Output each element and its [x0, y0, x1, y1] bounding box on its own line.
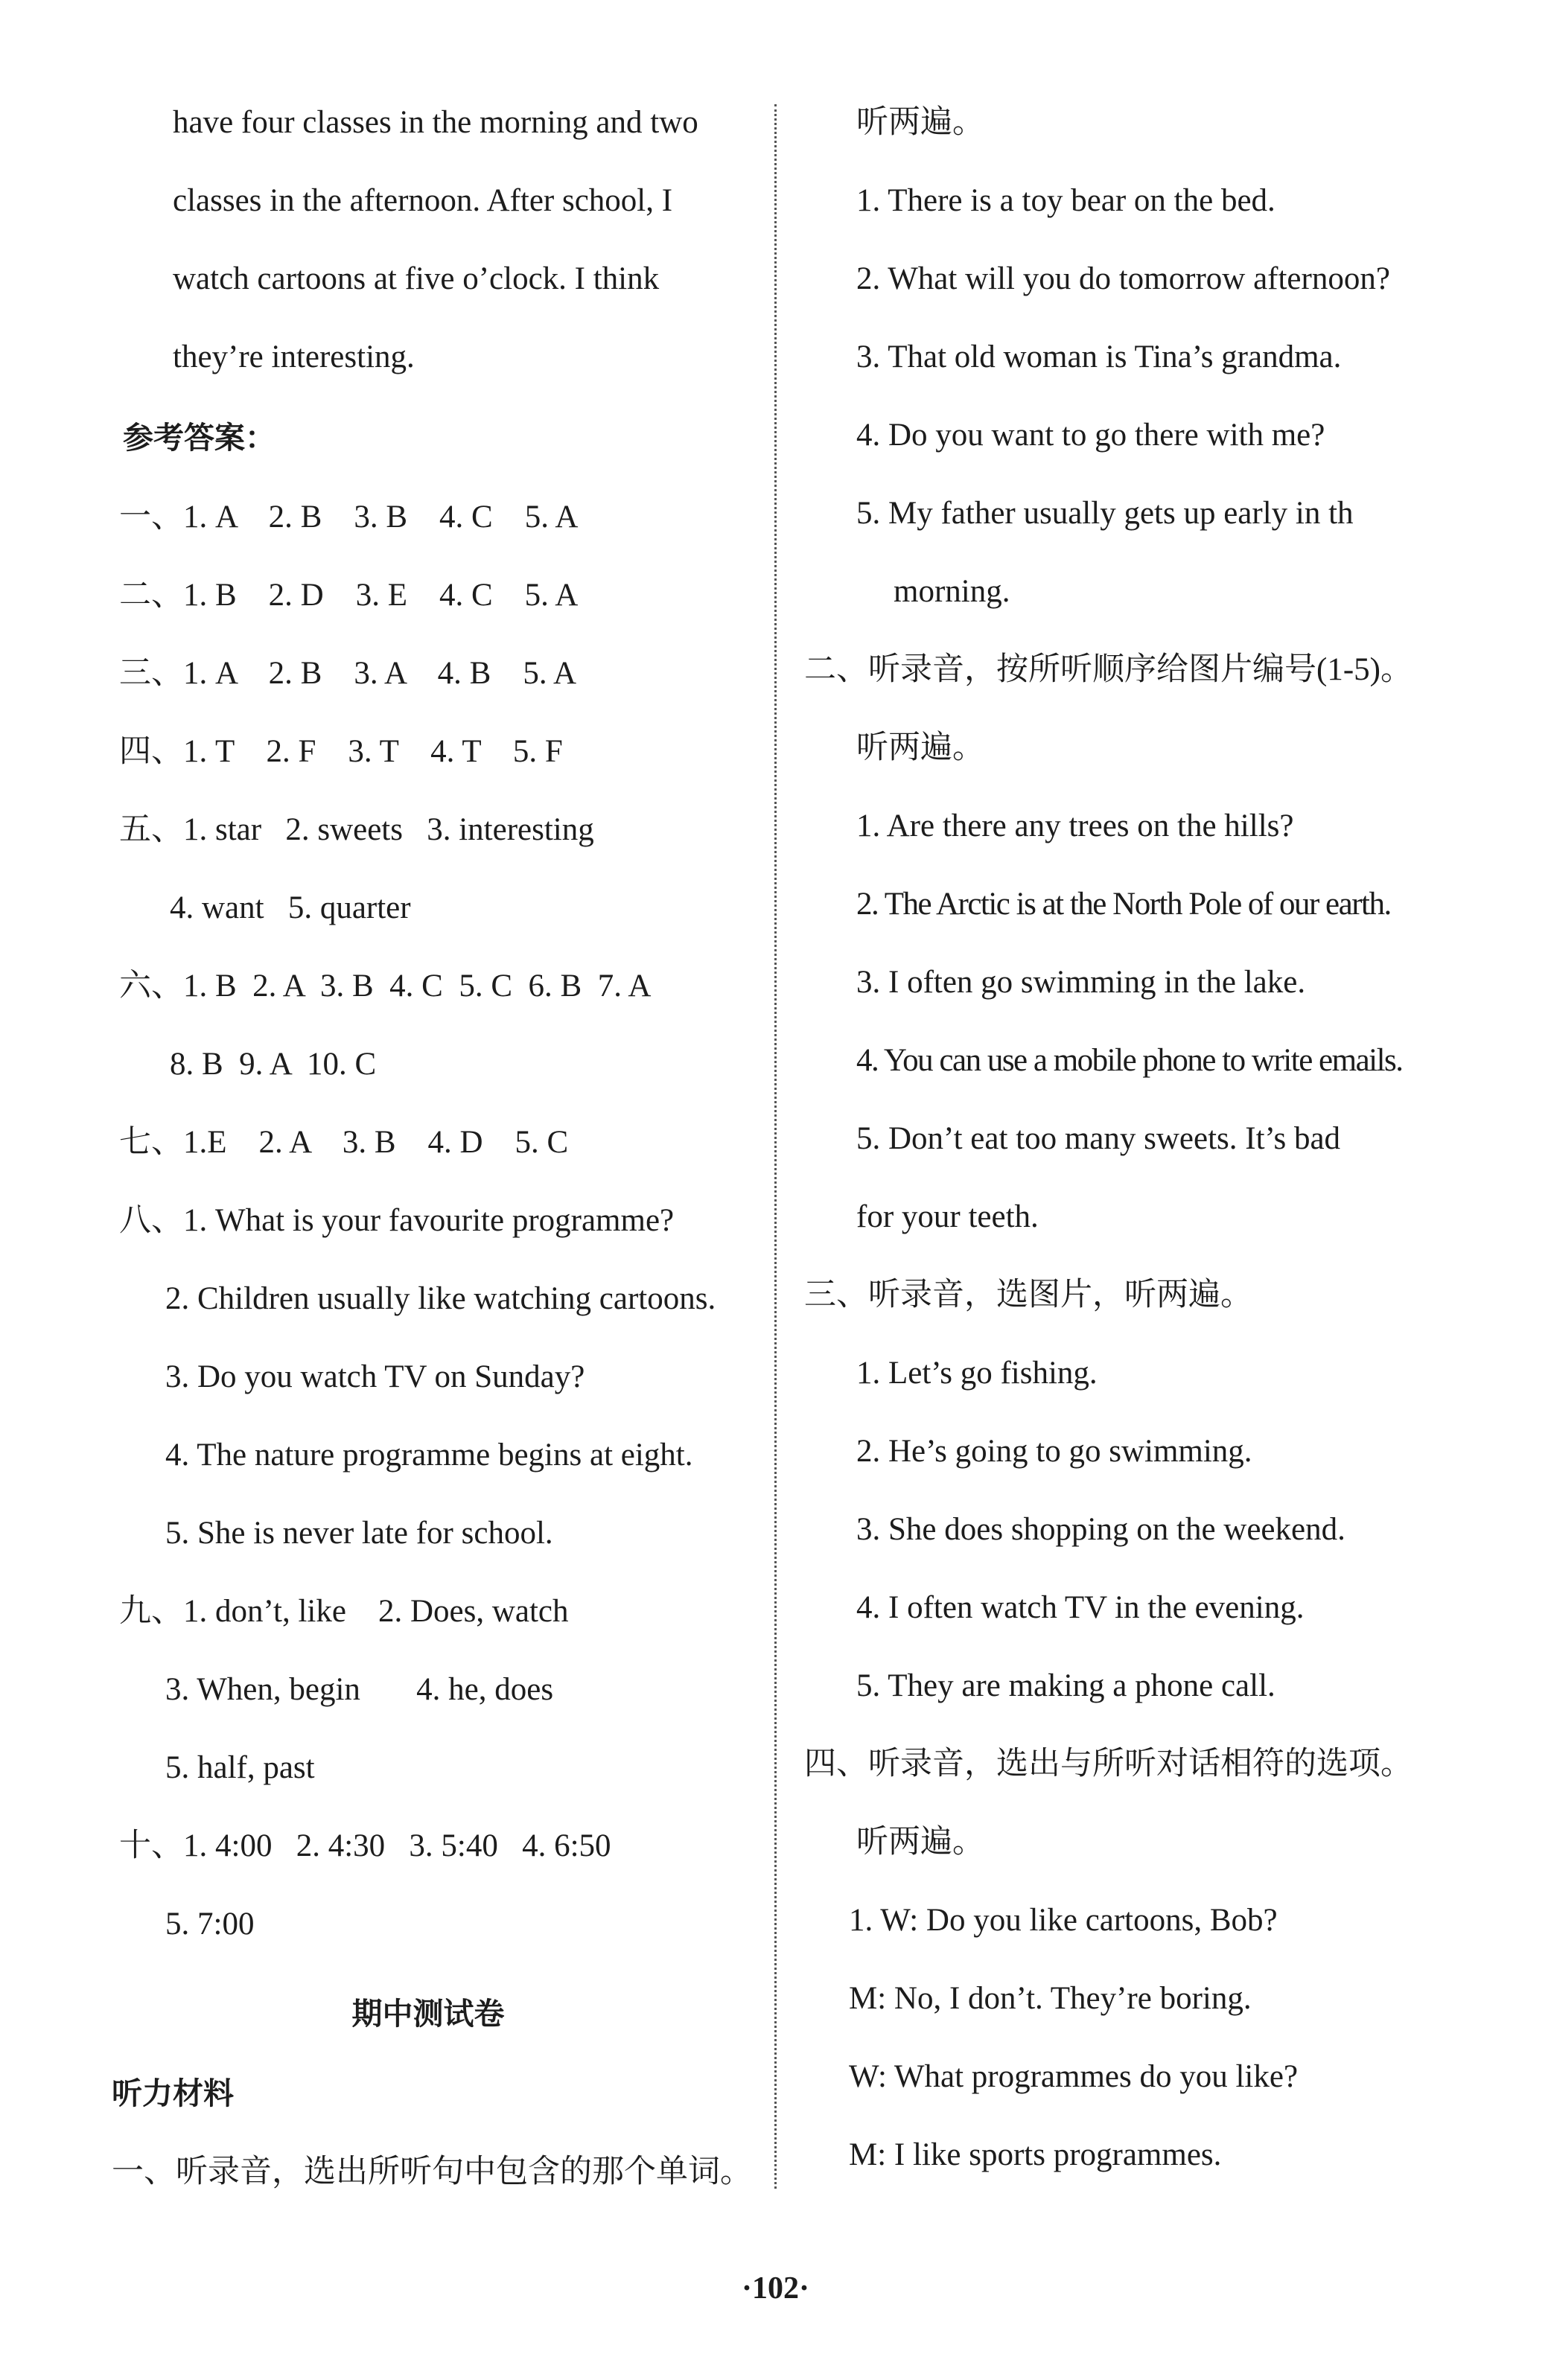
listening-title: 听力材料	[112, 2076, 234, 2111]
right-line-16: 三、听录音，选图片，听两遍。	[804, 1277, 1252, 1312]
right-line-10: 1. Are there any trees on the hills?	[856, 808, 1294, 843]
right-line-22: 四、听录音，选出与所听对话相符的选项。	[804, 1746, 1413, 1781]
answer-line-17: 5. half, past	[165, 1750, 315, 1785]
answer-line-9: 七、1.E 2. A 3. B 4. D 5. C	[119, 1125, 569, 1160]
right-line-12: 3. I often go swimming in the lake.	[856, 965, 1306, 1000]
answer-line-3: 三、1. A 2. B 3. A 4. B 5. A	[119, 656, 577, 691]
exam-title: 期中测试卷	[351, 1996, 505, 2032]
answer-line-6: 4. want 5. quarter	[170, 890, 411, 925]
answer-line-13: 4. The nature programme begins at eight.	[165, 1438, 693, 1473]
right-line-27: M: I like sports programmes.	[849, 2137, 1222, 2172]
answer-line-16: 3. When, begin 4. he, does	[165, 1672, 554, 1707]
answer-line-8: 8. B 9. A 10. C	[170, 1047, 377, 1082]
right-line-20: 4. I often watch TV in the evening.	[856, 1590, 1305, 1625]
right-line-15: for your teeth.	[856, 1199, 1039, 1234]
answer-line-11: 2. Children usually like watching cartoons.	[165, 1281, 716, 1316]
answer-line-5: 五、1. star 2. sweets 3. interesting	[119, 812, 594, 847]
answer-line-14: 5. She is never late for school.	[165, 1516, 553, 1551]
right-line-11: 2. The Arctic is at the North Pole of our earth.	[856, 887, 1391, 922]
right-line-14: 5. Don’t eat too many sweets. It’s bad	[856, 1121, 1341, 1156]
answer-line-15: 九、1. don’t, like 2. Does, watch	[119, 1594, 569, 1629]
right-line-18: 2. He’s going to go swimming.	[856, 1434, 1252, 1469]
answer-line-10: 八、1. What is your favourite programme?	[119, 1203, 675, 1238]
right-line-8: 二、听录音，按所听顺序给图片编号(1-5)。	[804, 652, 1413, 687]
right-line-2: 1. There is a toy bear on the bed.	[856, 183, 1275, 218]
right-line-25: M: No, I don’t. They’re boring.	[849, 1981, 1252, 2016]
answer-line-7: 六、1. B 2. A 3. B 4. C 5. C 6. B 7. A	[119, 969, 652, 1004]
intro-line-1: have four classes in the morning and two	[173, 105, 698, 140]
right-line-26: W: What programmes do you like?	[849, 2059, 1299, 2094]
right-line-24: 1. W: Do you like cartoons, Bob?	[849, 1903, 1278, 1938]
answer-title: 参考答案：	[123, 420, 276, 456]
right-line-7: morning.	[894, 574, 1010, 609]
right-line-5: 4. Do you want to go there with me?	[856, 418, 1325, 453]
right-line-4: 3. That old woman is Tina’s grandma.	[856, 339, 1342, 374]
answer-line-19: 5. 7:00	[165, 1907, 255, 1942]
column-divider	[774, 104, 777, 2189]
right-line-1: 听两遍。	[856, 105, 984, 140]
intro-line-3: watch cartoons at five o’clock. I think	[173, 261, 660, 296]
right-line-6: 5. My father usually gets up early in th	[856, 496, 1354, 531]
right-line-21: 5. They are making a phone call.	[856, 1668, 1275, 1703]
section-1-heading: 一、听录音，选出所听句中包含的那个单词。	[112, 2154, 752, 2189]
page-number: ·102·	[741, 2271, 809, 2306]
right-line-3: 2. What will you do tomorrow afternoon?	[856, 261, 1390, 296]
intro-line-4: they’re interesting.	[173, 339, 415, 374]
answer-line-1: 一、1. A 2. B 3. B 4. C 5. A	[119, 500, 579, 535]
answer-line-4: 四、1. T 2. F 3. T 4. T 5. F	[119, 734, 563, 769]
answer-line-2: 二、1. B 2. D 3. E 4. C 5. A	[119, 578, 579, 613]
right-line-9: 听两遍。	[856, 730, 984, 765]
right-line-23: 听两遍。	[856, 1825, 984, 1860]
answer-line-18: 十、1. 4:00 2. 4:30 3. 5:40 4. 6:50	[119, 1828, 611, 1863]
right-line-13: 4. You can use a mobile phone to write emails.	[856, 1043, 1403, 1078]
right-line-17: 1. Let’s go fishing.	[856, 1356, 1098, 1391]
answer-line-12: 3. Do you watch TV on Sunday?	[165, 1359, 585, 1394]
right-line-19: 3. She does shopping on the weekend.	[856, 1512, 1345, 1547]
intro-line-2: classes in the afternoon. After school, I	[173, 183, 673, 218]
